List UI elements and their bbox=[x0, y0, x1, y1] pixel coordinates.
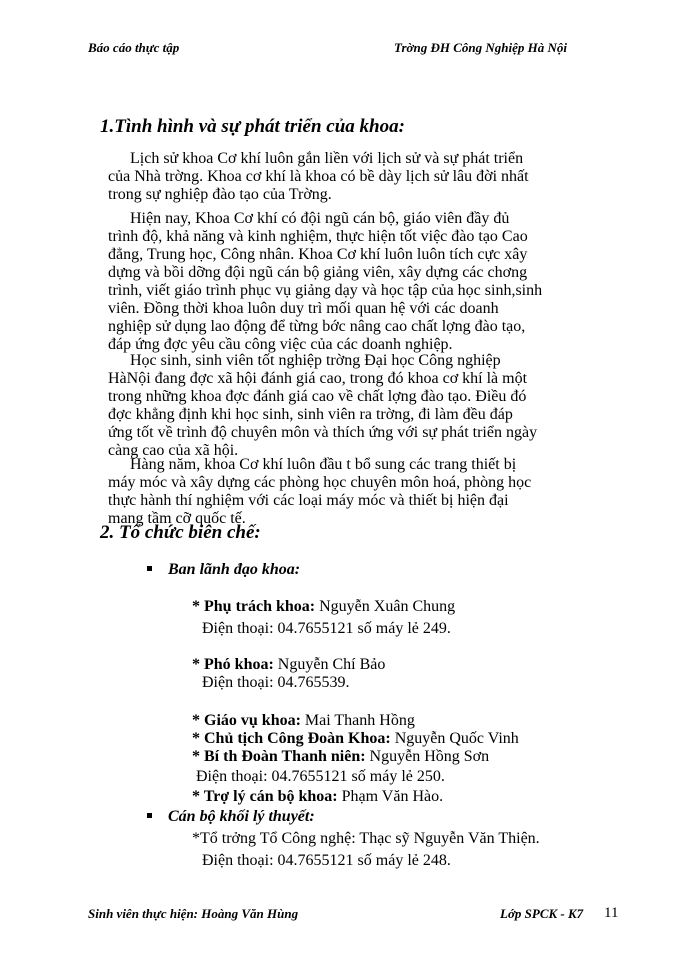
paragraph-line: Học sinh, sinh viên tốt nghiệp trờng Đại học Công nghiệp bbox=[130, 352, 501, 369]
entry-label: * Chủ tịch Công Đoàn Khoa: bbox=[192, 730, 391, 747]
header-left: Báo cáo thực tập bbox=[88, 40, 180, 55]
paragraph-line: đợc khẳng định khi học sinh, sinh viên ra trờng, đi làm đều đáp bbox=[108, 406, 513, 423]
entry-name: Nguyễn Xuân Chung bbox=[315, 598, 456, 615]
entry-name: Mai Thanh Hồng bbox=[300, 712, 415, 729]
header-right: Trờng ĐH Công Nghiệp Hà Nội bbox=[394, 40, 567, 55]
entry-youth-secretary bbox=[192, 748, 489, 766]
entry-label: * Bí th Đoàn Thanh niên: bbox=[192, 748, 366, 765]
page-number: 11 bbox=[604, 905, 619, 921]
entry-label: * Phó khoa: bbox=[192, 656, 274, 673]
paragraph-line: Lịch sử khoa Cơ khí luôn gắn liền với lịch sử và sự phát triển bbox=[130, 150, 524, 167]
paragraph-line: đẳng, Trung học, Công nhân. Khoa Cơ khí luôn luôn tích cực xây bbox=[108, 246, 528, 263]
paragraph-line: nghiệp sử dụng lao động để từng bớc nâng cao chất lợng đào tạo, bbox=[108, 318, 526, 335]
entry-department-head: *Tổ trởng Tổ Công nghệ: Thạc sỹ Nguyễn Văn Thiện. bbox=[192, 830, 540, 847]
paragraph-line: mang tầm cỡ quốc tế. bbox=[108, 510, 246, 527]
entry-assistant bbox=[192, 788, 443, 806]
paragraph-3 bbox=[108, 352, 537, 460]
entry-name: Phạm Văn Hào. bbox=[337, 788, 444, 805]
paragraph-line: Hàng năm, khoa Cơ khí luôn đầu t bổ sung các trang thiết bị bbox=[130, 456, 517, 473]
paragraph-line: thực hành thí nghiệm với các loại máy móc và thiết bị hiện đại bbox=[108, 492, 509, 509]
entry-head-of-faculty bbox=[192, 598, 455, 616]
paragraph-line: trong sự nghiệp đào tạo của Trờng. bbox=[108, 186, 332, 203]
paragraph-line: Hiện nay, Khoa Cơ khí có đội ngũ cán bộ, giáo viên đầy đủ bbox=[130, 210, 510, 227]
bullet-icon bbox=[147, 813, 152, 818]
footer-class: Lớp SPCK - K7 bbox=[500, 906, 584, 921]
entry-name: Nguyễn Quốc Vinh bbox=[390, 730, 519, 747]
entry-label: * Giáo vụ khoa: bbox=[192, 712, 301, 729]
paragraph-2 bbox=[108, 210, 542, 354]
paragraph-line: trình độ, khả năng và kinh nghiệm, thực hiện tốt việc đào tạo Cao bbox=[108, 228, 528, 245]
group-title-theory: Cán bộ khối lý thuyết: bbox=[168, 808, 315, 825]
entry-label: * Trợ lý cán bộ khoa: bbox=[192, 788, 338, 805]
paragraph-4 bbox=[108, 456, 531, 528]
footer-author: Sinh viên thực hiện: Hoàng Văn Hùng bbox=[88, 906, 299, 921]
group-title-leadership: Ban lãnh đạo khoa: bbox=[168, 561, 301, 578]
entry-academic-affairs bbox=[192, 712, 415, 730]
paragraph-line: đáp ứng đợc yêu cầu công việc của các doanh nghiệp. bbox=[108, 336, 453, 353]
entry-deputy-head bbox=[192, 656, 385, 674]
paragraph-line: của Nhà trờng. Khoa cơ khí là khoa có bề dày lịch sử lâu đời nhất bbox=[108, 168, 529, 185]
paragraph-line: trong những khoa đợc đánh giá cao về chất lợng đào tạo. Điều đó bbox=[108, 388, 527, 405]
paragraph-line: máy móc và xây dựng các phòng học chuyên môn hoá, phòng học bbox=[108, 474, 532, 491]
phone-line: Điện thoại: 04.765539. bbox=[202, 674, 350, 691]
paragraph-line: càng cao của xã hội. bbox=[108, 442, 239, 459]
entry-label: * Phụ trách khoa: bbox=[192, 598, 316, 615]
entry-name: Nguyễn Chí Bảo bbox=[273, 656, 386, 673]
paragraph-line: trình, viết giáo trình phục vụ giảng dạy và học tập của học sinh,sinh bbox=[108, 282, 543, 299]
section2-title: 2. Tổ chức biên chế: bbox=[100, 522, 261, 543]
paragraph-line: HàNội đang đợc xã hội đánh giá cao, trong đó khoa cơ khí là một bbox=[108, 370, 528, 387]
paragraph-line: dựng và bồi dỡng đội ngũ cán bộ giảng viên, xây dựng các chơng bbox=[108, 264, 528, 281]
paragraph-line: viên. Đồng thời khoa luôn duy trì mối quan hệ với các doanh bbox=[108, 300, 499, 317]
phone-line: Điện thoại: 04.7655121 số máy lẻ 249. bbox=[202, 620, 451, 637]
phone-line: Điện thoại: 04.7655121 số máy lẻ 250. bbox=[196, 768, 445, 785]
entry-union-chair bbox=[192, 730, 519, 748]
entry-name: Nguyễn Hồng Sơn bbox=[365, 748, 490, 765]
phone-line: Điện thoại: 04.7655121 số máy lẻ 248. bbox=[202, 852, 451, 869]
section1-title: 1.Tình hình và sự phát triển của khoa: bbox=[100, 116, 405, 137]
paragraph-line: ứng tốt về trình độ chuyên môn và thích ứng với sự phát triển ngày bbox=[108, 424, 538, 441]
paragraph-1 bbox=[108, 150, 529, 204]
bullet-icon bbox=[147, 566, 152, 571]
